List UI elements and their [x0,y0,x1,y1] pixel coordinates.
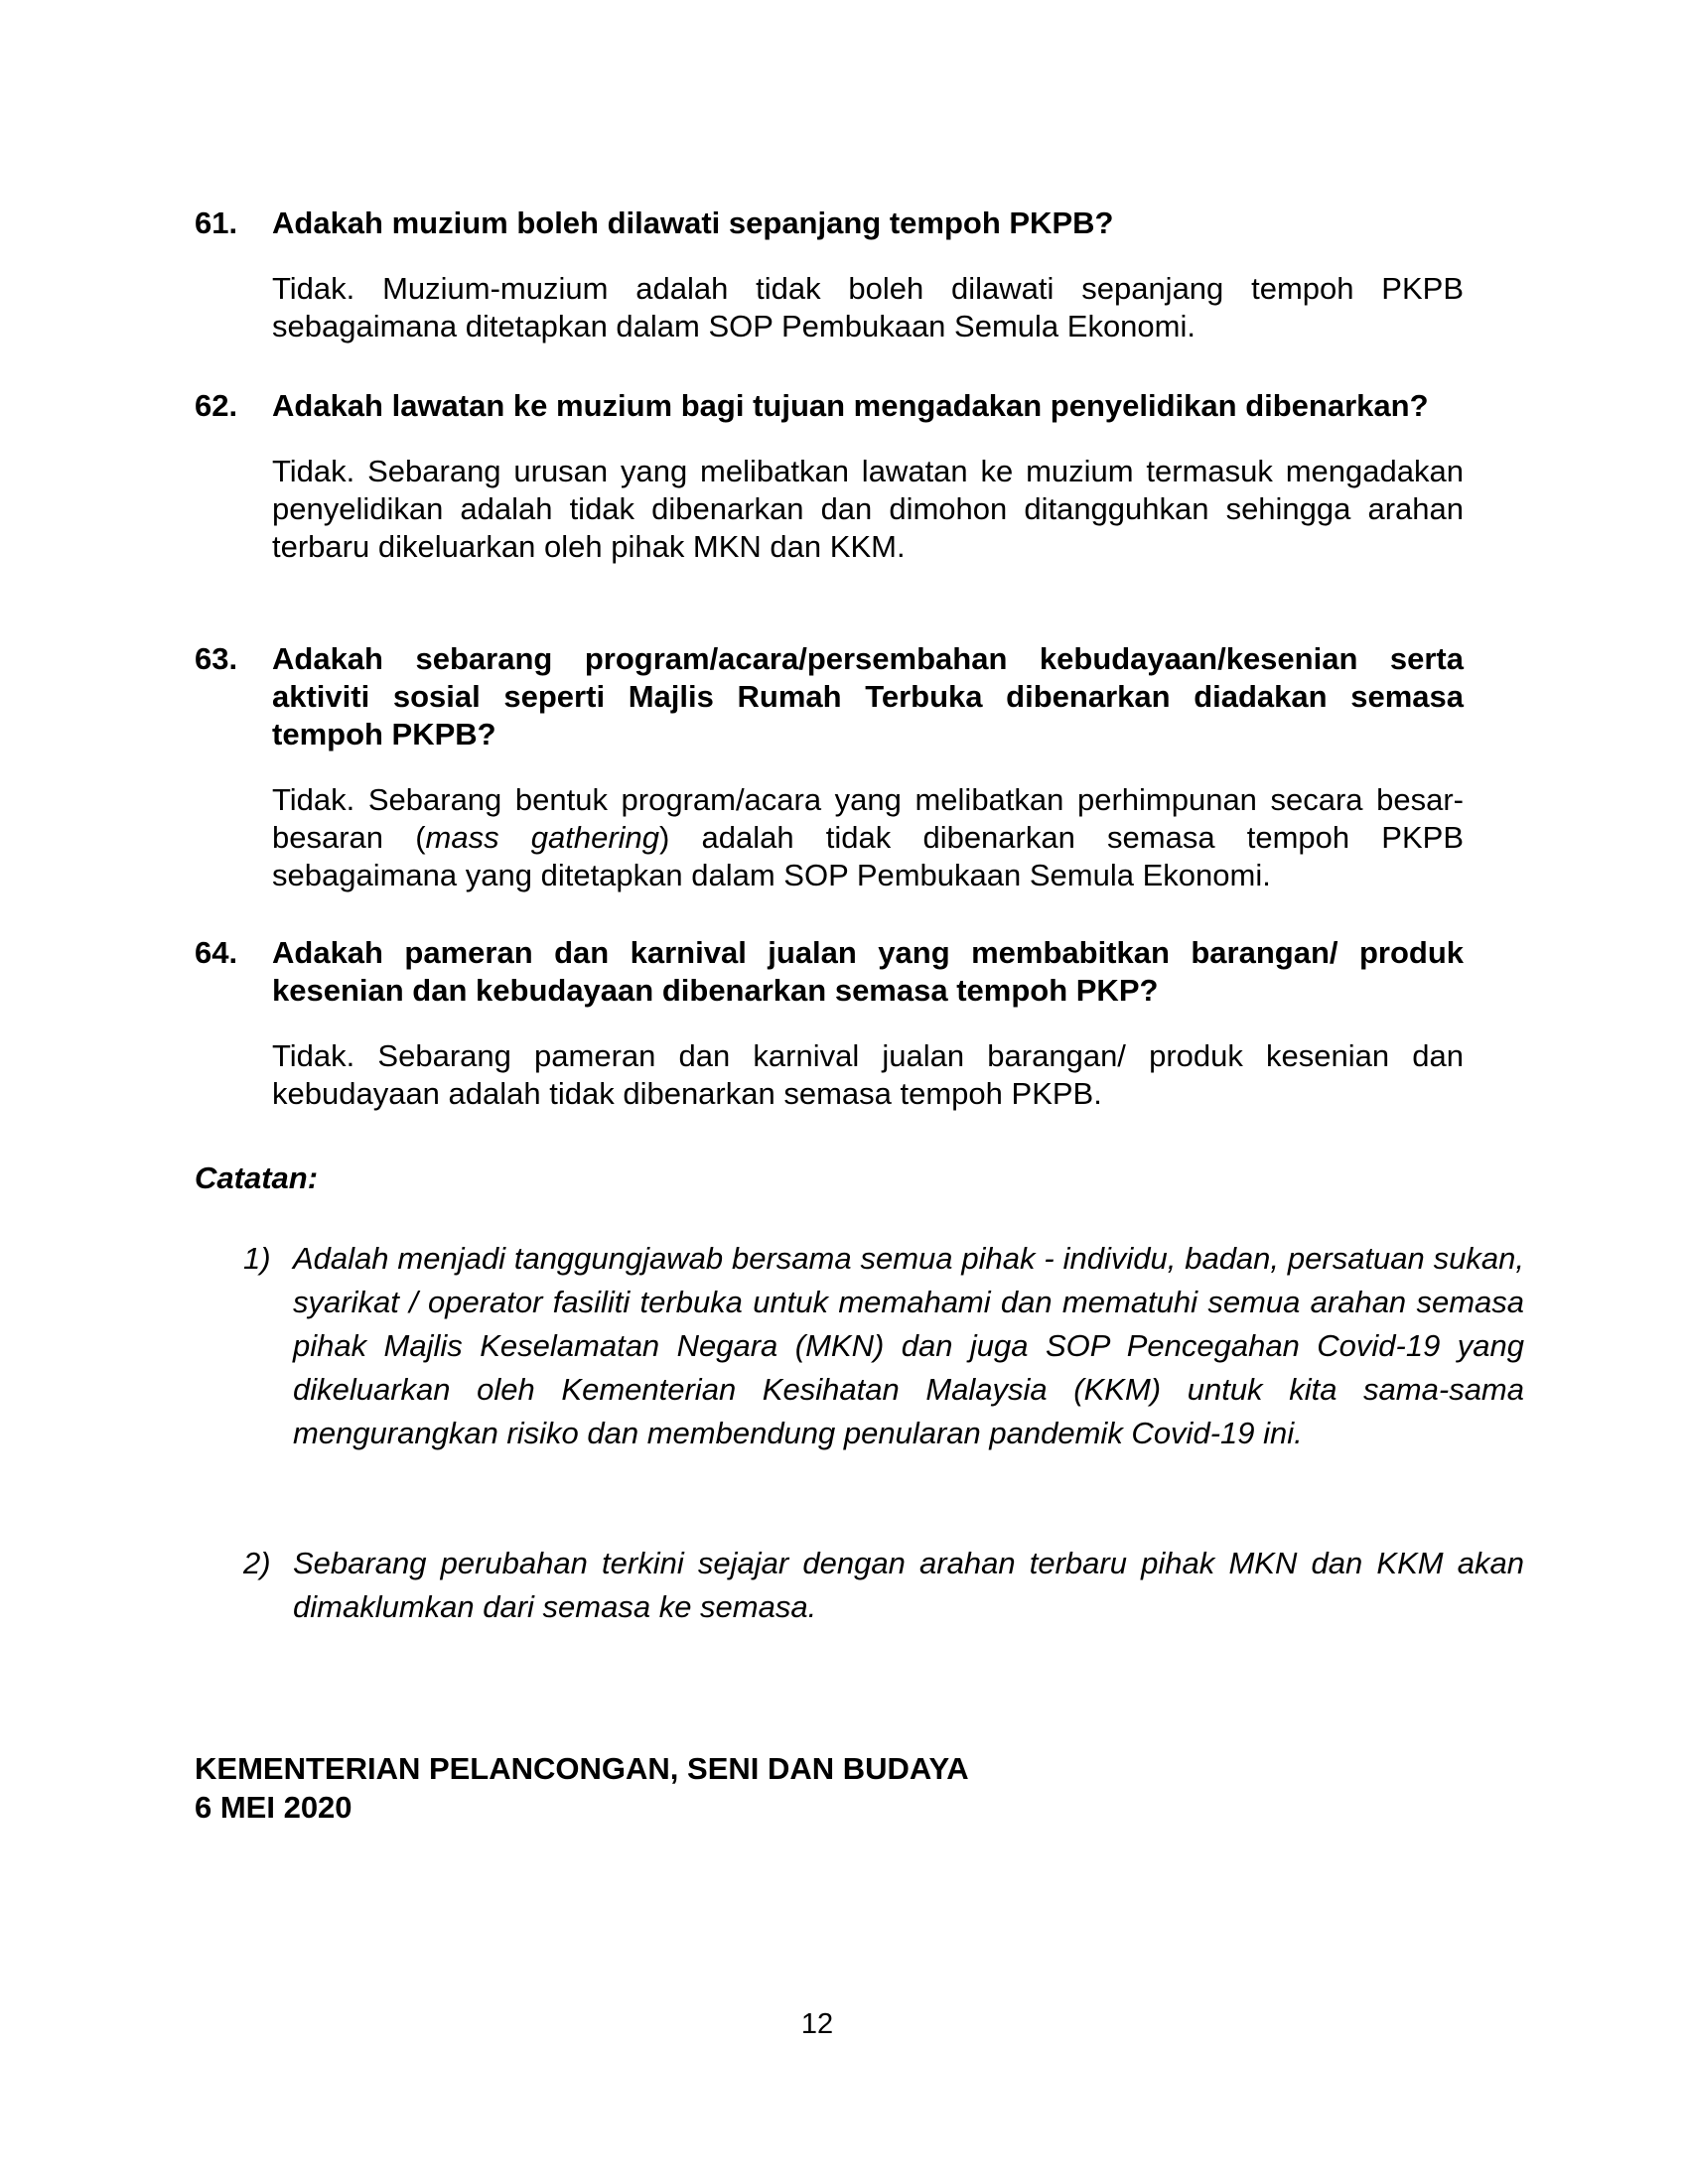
faq-item-64 [195,934,1464,1113]
page-number: 12 [800,2008,834,2040]
issuing-ministry: KEMENTERIAN PELANCONGAN, SENI DAN BUDAYA [195,1751,969,1786]
faq-item-62 [195,387,1464,566]
question-number: 64. [195,935,238,970]
notes-heading: Catatan: [195,1160,319,1195]
answer-text: Tidak. Sebarang pameran dan karnival jualan barangan/ produk kesenian dan kebudayaan adalah tidak dibenarkan semasa tempoh PKPB. [272,1038,1464,1111]
answer-text: Tidak. Sebarang urusan yang melibatkan lawatan ke muzium termasuk mengadakan penyelidikan adalah tidak dibenarkan dan dimohon ditangguhkan sehingga arahan terbaru dikeluarkan oleh pihak MKN dan KKM. [272,454,1464,564]
note-item-2 [243,1542,1524,1629]
answer-text-part1: Tidak. Sebarang bentuk program/acara yang melibatkan perhimpunan secara besar-besaran ( [272,782,1464,855]
answer-text: Tidak. Muzium-muzium adalah tidak boleh dilawati sepanjang tempoh PKPB sebagaimana ditetapkan dalam SOP Pembukaan Semula Ekonomi. [272,271,1464,343]
note-text: Sebarang perubahan terkini sejajar dengan arahan terbaru pihak MKN dan KKM akan dimaklumkan dari semasa ke semasa. [293,1546,1524,1624]
answer-text-part2: ) adalah tidak dibenarkan semasa tempoh PKPB sebagaimana yang ditetapkan dalam SOP Pembukaan Semula Ekonomi. [272,820,1465,892]
note-number: 1) [243,1241,271,1276]
issue-date: 6 MEI 2020 [195,1790,352,1825]
question-text: Adakah sebarang program/acara/persembahan kebudayaan/kesenian serta aktiviti sosial seperti Majlis Rumah Terbuka dibenarkan diadakan semasa tempoh PKPB? [272,641,1464,751]
note-item-1 [243,1237,1524,1455]
question-text: Adakah pameran dan karnival jualan yang membabitkan barangan/ produk kesenian dan kebudayaan dibenarkan semasa tempoh PKP? [272,935,1464,1008]
question-row [195,934,1464,1010]
faq-item-61 [195,205,1464,345]
note-text: Adalah menjadi tanggungjawab bersama semua pihak - individu, badan, persatuan sukan, syarikat / operator fasiliti terbuka untuk memahami dan mematuhi semua arahan semasa pihak Majlis Keselamatan Negara (MKN) dan juga SOP Pencegahan Covid-19 yang dikeluarkan oleh Kementerian Kesihatan Malaysia (KKM) untuk kita sama-sama mengurangkan risiko dan membendung penularan pandemik Covid-19 ini. [293,1241,1524,1450]
answer-text [272,781,1464,894]
question-number: 61. [195,205,238,240]
question-number: 63. [195,641,238,676]
question-row [195,640,1464,753]
question-text: Adakah lawatan ke muzium bagi tujuan mengadakan penyelidikan dibenarkan? [272,388,1429,423]
question-text: Adakah muzium boleh dilawati sepanjang tempoh PKPB? [272,205,1114,240]
question-number: 62. [195,388,238,423]
question-row [195,205,1464,242]
faq-item-63 [195,640,1464,894]
question-row [195,387,1464,425]
answer-text-italic: mass gathering [425,820,660,855]
note-number: 2) [243,1546,271,1580]
